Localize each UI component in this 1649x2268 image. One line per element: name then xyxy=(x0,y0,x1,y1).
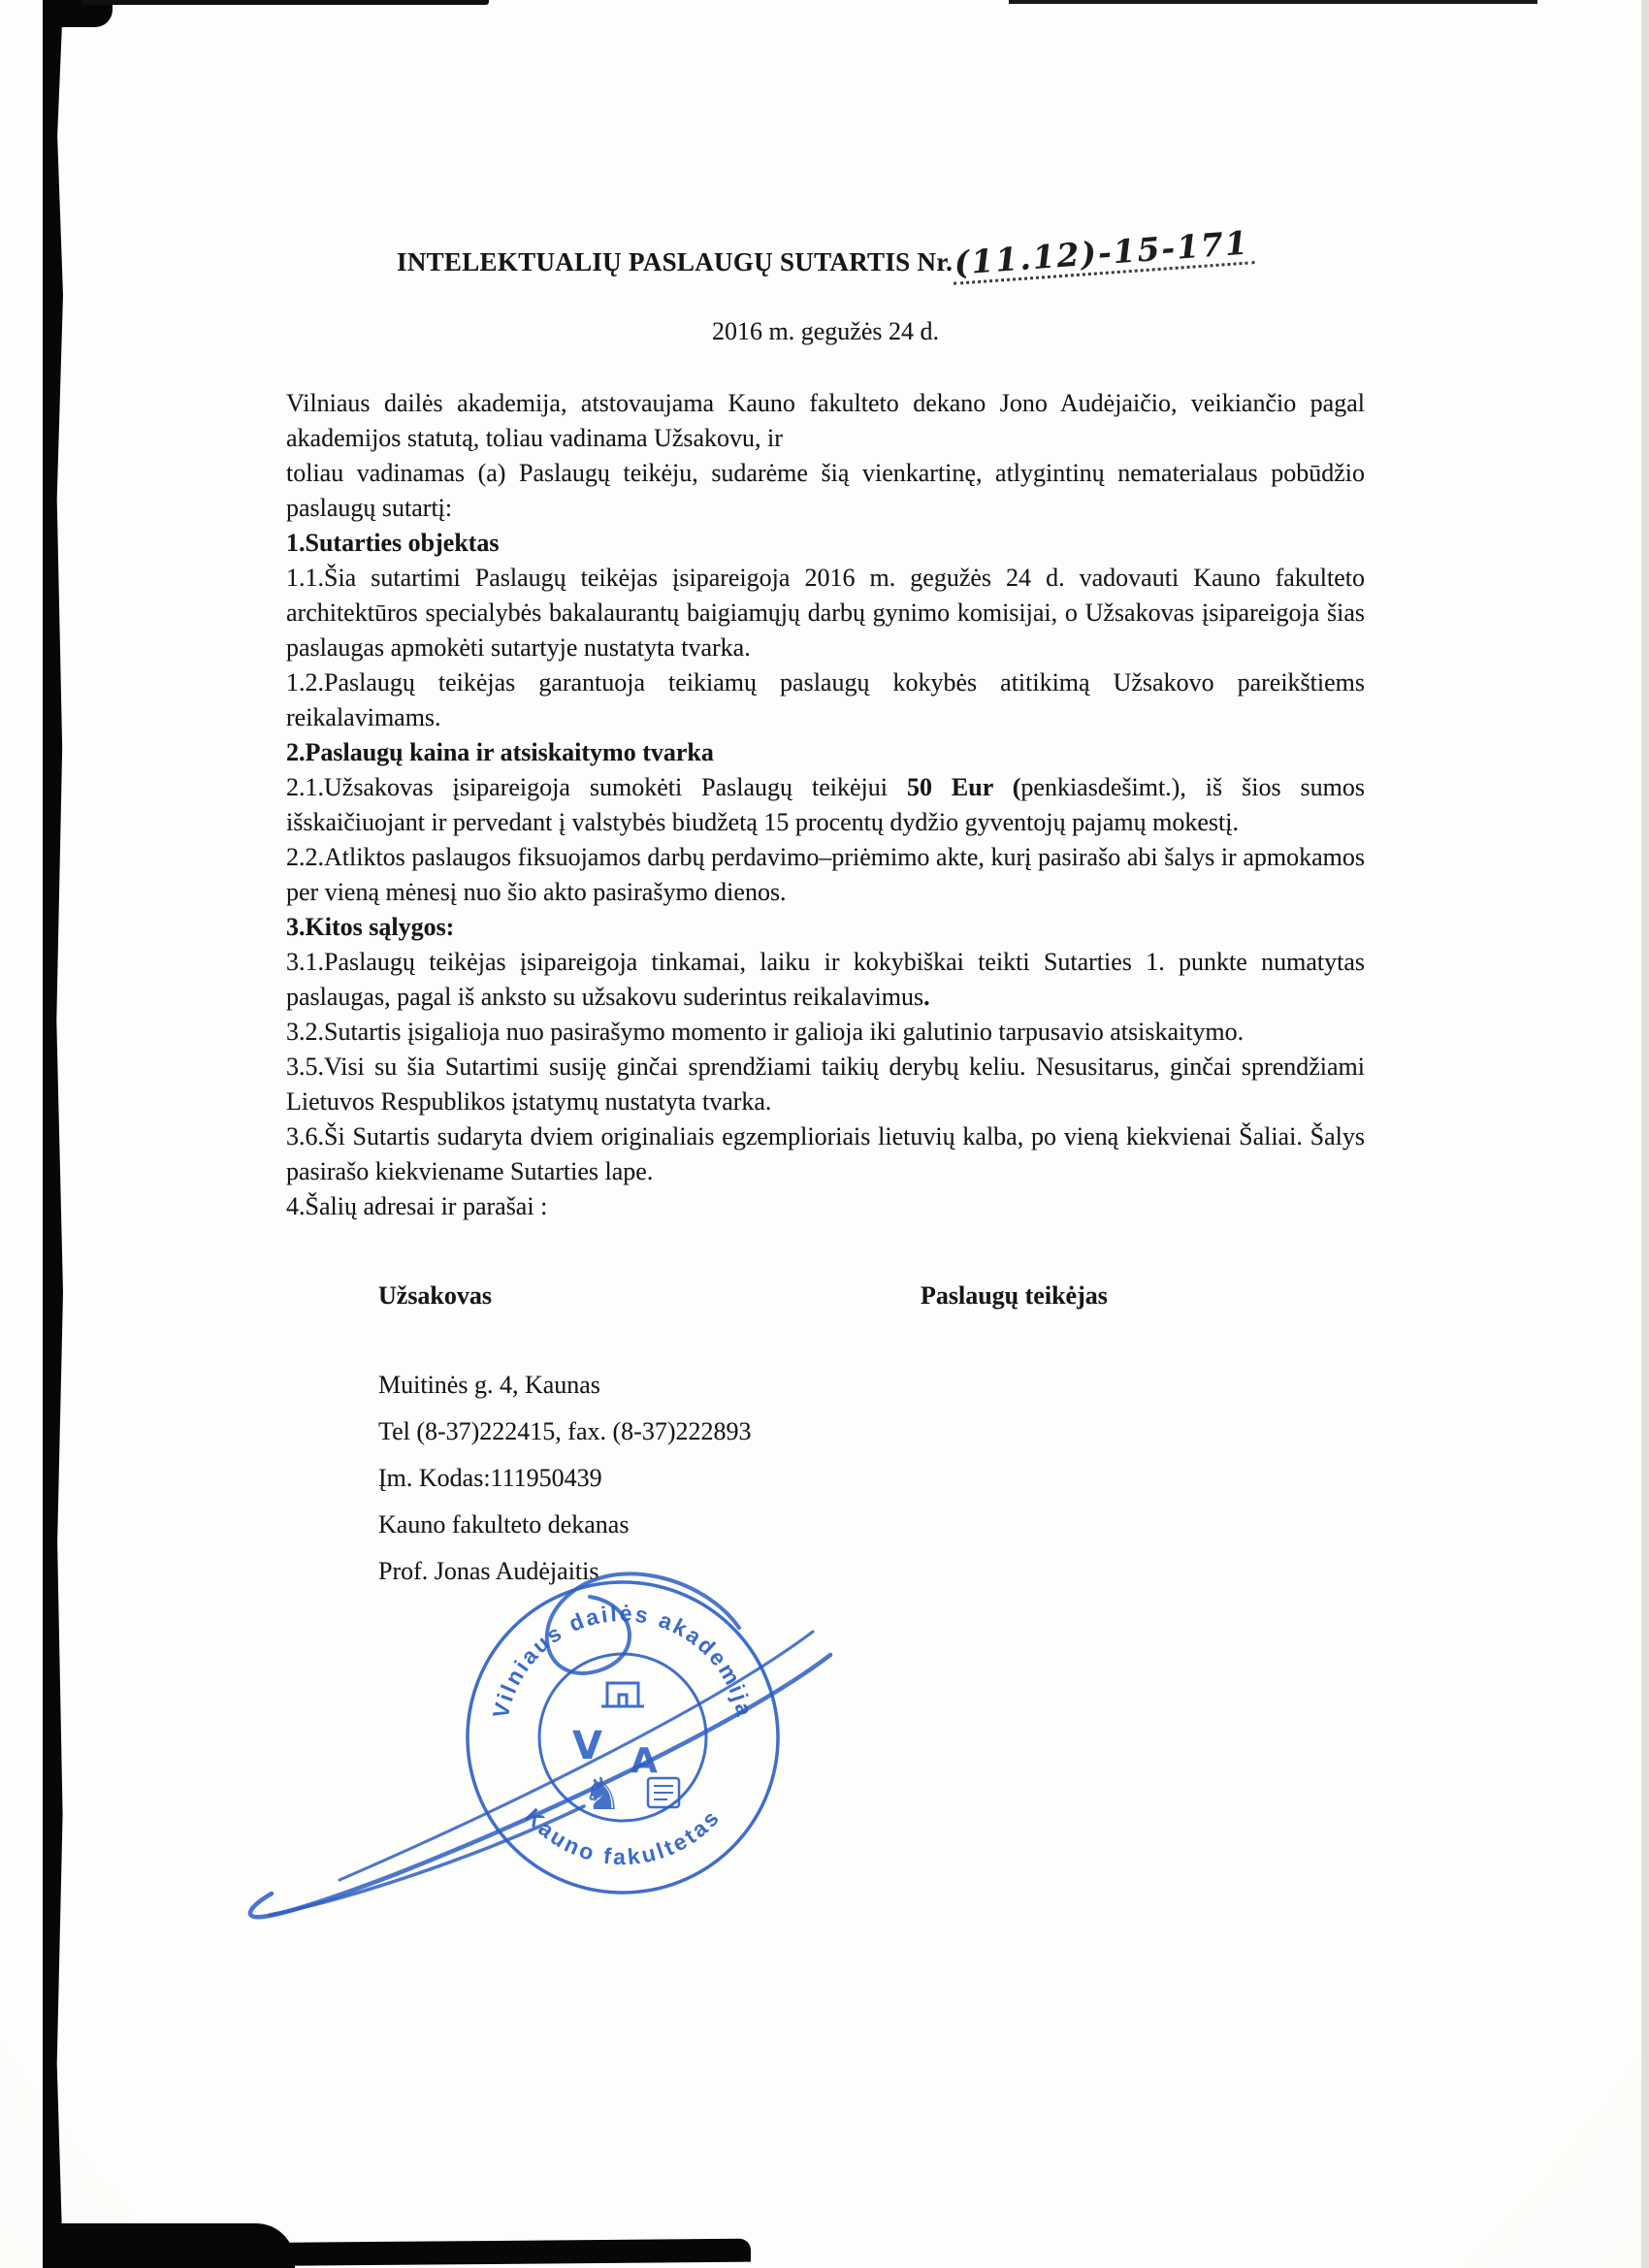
handwritten-contract-number: (11.12)-15-171 xyxy=(952,225,1255,285)
party-left-details xyxy=(378,1372,922,1584)
scan-artifact-top-edge-right xyxy=(1009,0,1537,4)
paragraph: toliau vadinamas (a) Paslaugų teikėju, sudarėme šią vienkartinę, atlygintinų nematerialaus pobūdžio paslaugų sutartį: xyxy=(286,459,1365,522)
paragraph: 3.Kitos sąlygos: xyxy=(286,913,455,941)
stamp-letter-a: A xyxy=(630,1741,658,1781)
paragraph: 3.6.Ši Sutartis sudaryta dviem originaliais egzemplioriais lietuvių kalba, po vieną kiekvienai Šaliai. Šalys pasirašo kiekviename Sutarties lape. xyxy=(286,1122,1365,1185)
party-detail-line: Tel (8-37)222415, fax. (8-37)222893 xyxy=(378,1417,752,1445)
party-heading-uzsakovas: Užsakovas xyxy=(378,1281,493,1310)
party-column-teikejas xyxy=(921,1279,1108,1313)
contract-date: 2016 m. gegužės 24 d. xyxy=(712,317,939,345)
scan-artifact-bottom-edge xyxy=(43,2239,751,2268)
stamp-arc-bottom-text: Kauno fakultetas xyxy=(520,1803,726,1870)
party-detail-line: Muitinės g. 4, Kaunas xyxy=(378,1371,600,1399)
paragraph: 2.Paslaugų kaina ir atsiskaitymo tvarka xyxy=(286,738,714,766)
stamp-arc-top-text: Vilniaus dailės akademija xyxy=(487,1600,759,1721)
party-detail-line: Įm. Kodas:111950439 xyxy=(378,1464,602,1492)
paragraph: 3.2.Sutartis įsigalioja nuo pasirašymo momento ir galioja iki galutinio tarpusavio atsiskaitymo. xyxy=(286,1018,1245,1046)
contract-title-text: INTELEKTUALIŲ PASLAUGŲ SUTARTIS Nr. xyxy=(397,247,954,276)
scan-artifact-left-edge xyxy=(43,0,63,2268)
party-column-uzsakovas xyxy=(378,1279,922,1604)
paragraph: 2.1.Užsakovas įsipareigoja sumokėti Paslaugų teikėjui 50 Eur (penkiasdešimt.), iš šios sumos išskaičiuojant ir pervedant į valstybės biudžetą 15 procentų dydžio gyventojų pajamų mokestį. xyxy=(286,773,1365,836)
paragraph: 1.Sutarties objektas xyxy=(286,529,500,557)
contract-body xyxy=(286,386,1365,1224)
scan-artifact-top-edge-left xyxy=(81,0,489,5)
paragraph: 2.2.Atliktos paslaugos fiksuojamos darbų perdavimo–priėmimo akte, kurį pasirašo abi šalys ir apmokamos per vieną mėnesį nuo šio akto pasirašymo dienos. xyxy=(286,843,1365,906)
paragraph: 1.2.Paslaugų teikėjas garantuoja teikiamų paslaugų kokybės atitikimą Užsakovo pareikštiems reikalavimams. xyxy=(286,668,1365,731)
stamp-horse-icon: ♞ xyxy=(582,1767,623,1820)
scan-artifact-right-edge xyxy=(1641,0,1649,2268)
stamp-letter-v: V xyxy=(572,1724,602,1768)
paragraph: 4.Šalių adresai ir parašai : xyxy=(286,1192,548,1220)
paragraph: Vilniaus dailės akademija, atstovaujama Kauno fakulteto dekano Jono Audėjaičio, veikiančio pagal akademijos statutą, toliau vadinama Užsakovu, ir xyxy=(286,389,1365,452)
parties-section xyxy=(286,1279,1365,1880)
paragraph: 1.1.Šia sutartimi Paslaugų teikėjas įsipareigoja 2016 m. gegužės 24 d. vadovauti Kauno fakulteto architektūros specialybės bakalaurantų baigiamųjų darbų gynimo komisijai, o Užsakovas įsipareigoja šias paslaugas apmokėti sutartyje nustatyta tvarka. xyxy=(286,564,1365,662)
party-heading-teikejas: Paslaugų teikėjas xyxy=(921,1281,1108,1310)
contract-content xyxy=(286,223,1365,1880)
paragraph: 3.1.Paslaugų teikėjas įsipareigoja tinkamai, laiku ir kokybiškai teikti Sutarties 1. punkte numatytas paslaugas, pagal iš anksto su užsakovu suderintus reikalavimus. xyxy=(286,948,1365,1011)
contract-title xyxy=(286,223,1365,282)
paragraph: 3.5.Visi su šia Sutartimi susiję ginčai sprendžiami taikių derybų keliu. Nesusitarus, ginčai sprendžiami Lietuvos Respublikos įstatymų nustatyta tvarka. xyxy=(286,1053,1365,1116)
party-detail-line: Kauno fakulteto dekanas xyxy=(378,1510,630,1539)
party-detail-line: Prof. Jonas Audėjaitis xyxy=(378,1557,599,1585)
